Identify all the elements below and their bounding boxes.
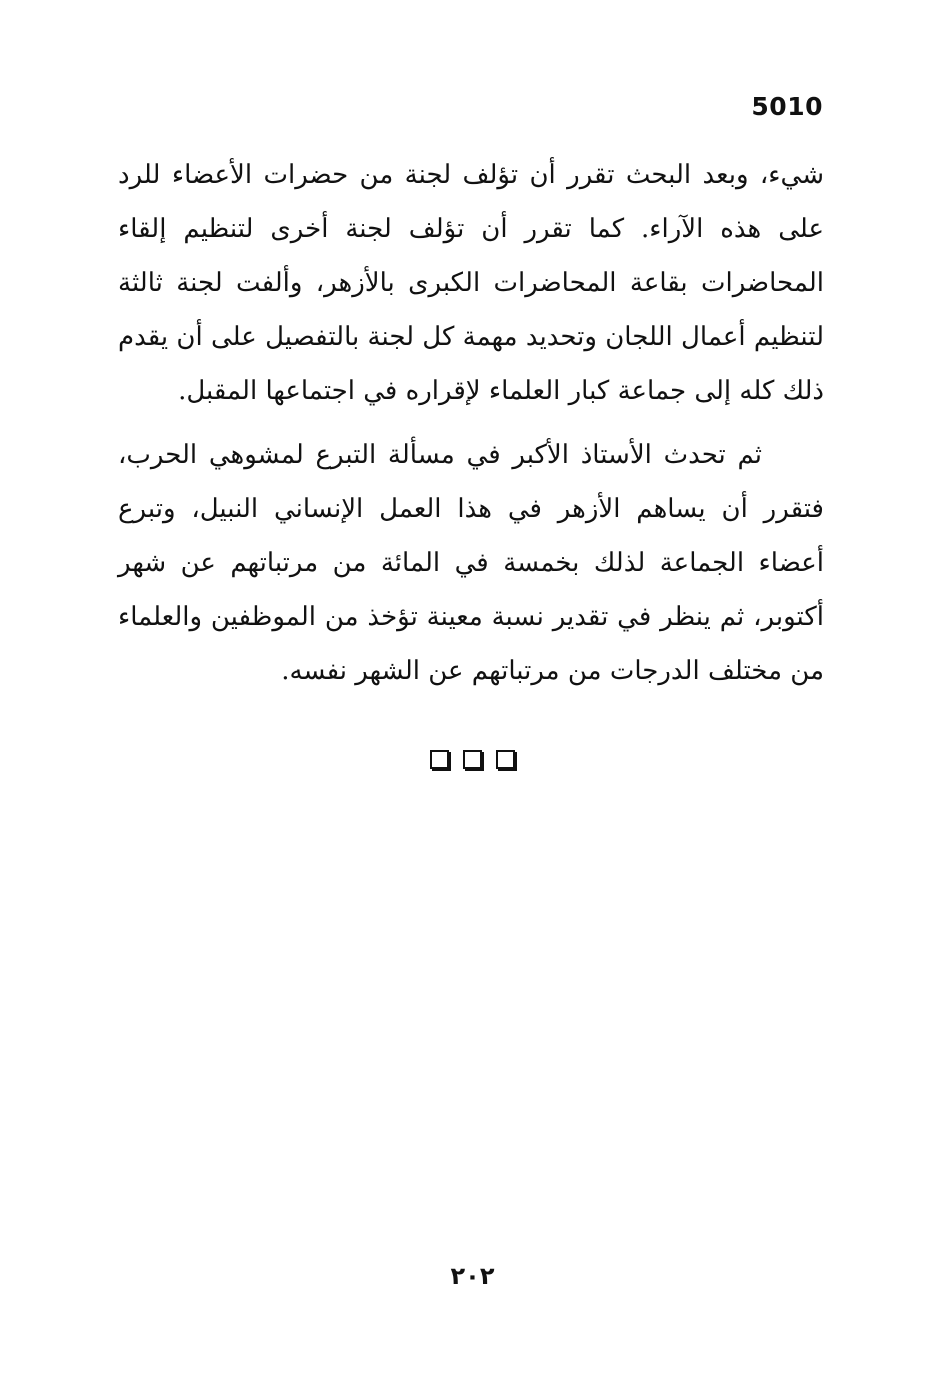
paragraph-1: شيء، وبعد البحث تقرر أن تؤلف لجنة من حضرات الأعضاء للرد على هذه الآراء. كما تقرر أن تؤلف لجنة أخرى لتنظيم إلقاء المحاضرات بقاعة المحاضرات الكبرى بالأزهر، وألفت لجنة ثالثة لتنظيم أعمال اللجان وتحديد مهمة كل لجنة بالتفصيل على أن يقدم ذلك كله إلى جماعة كبار العلماء لإقراره في اجتماعها المقبل.	[118, 160, 824, 406]
paragraph-2: ثم تحدث الأستاذ الأكبر في مسألة التبرع لمشوهي الحرب، فتقرر أن يساهم الأزهر في هذا العمل الإنساني النبيل، وتبرع أعضاء الجماعة لذلك بخمسة في المائة من مرتباتهم عن شهر أكتوبر، ثم ينظر في تقدير نسبة معينة تؤخذ من الموظفين والعلماء من مختلف الدرجات من مرتباتهم عن الشهر نفسه.	[118, 440, 824, 686]
square-ornament-icon	[430, 750, 449, 769]
page-footer-number: ٢٠٢	[450, 1262, 495, 1290]
square-ornament-icon	[463, 750, 482, 769]
section-ornament	[0, 750, 945, 769]
body-text	[118, 148, 824, 698]
square-ornament-icon	[496, 750, 515, 769]
page-header-number: 5010	[751, 92, 823, 121]
